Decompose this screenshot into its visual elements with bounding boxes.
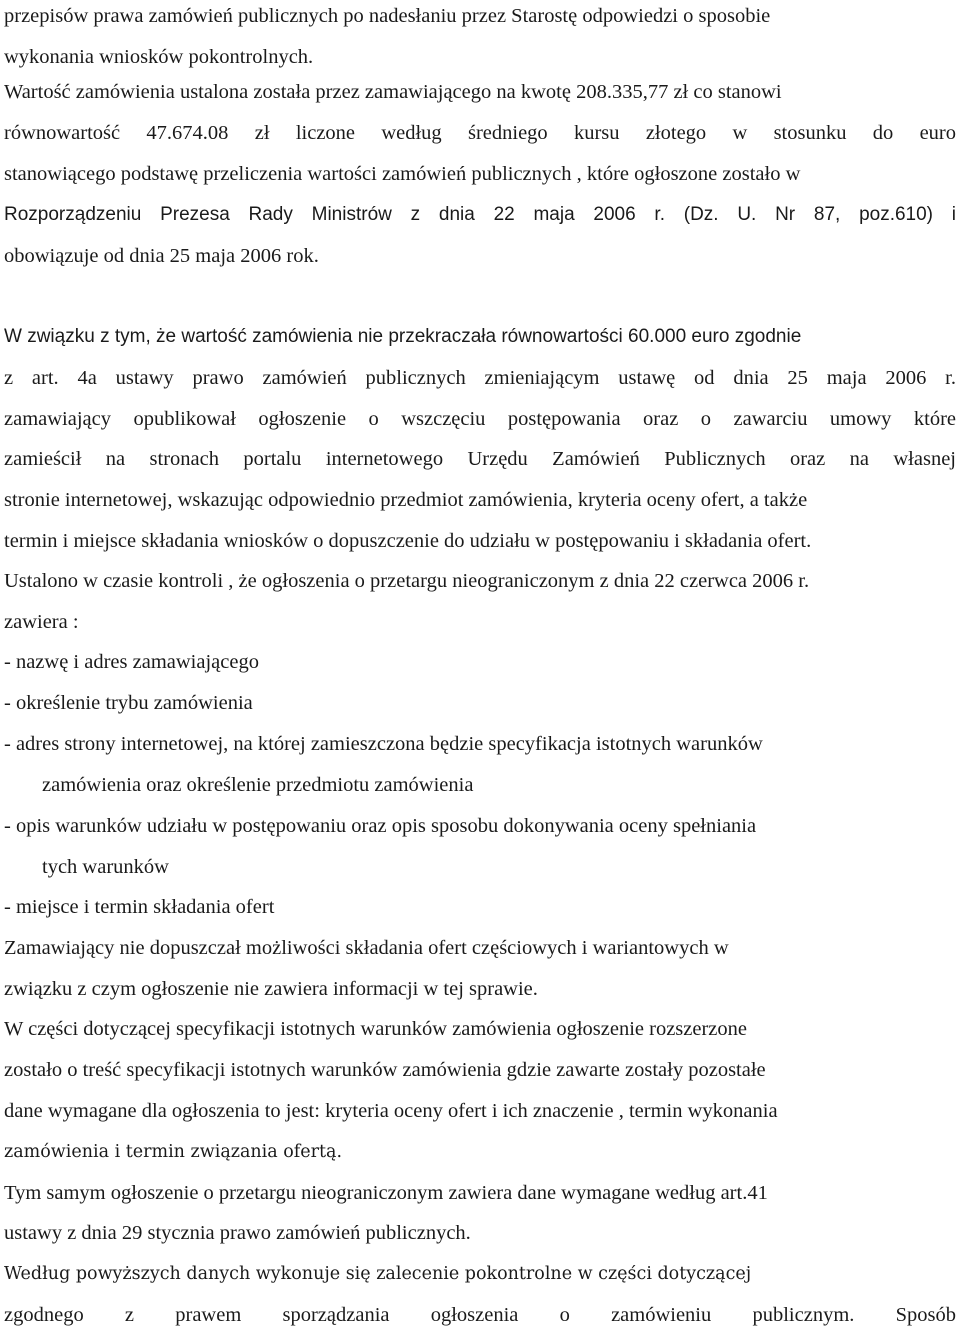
text-line: W związku z tym, że wartość zamówienia nie przekraczała równowartości 60.000 euro zgodnie <box>4 326 802 347</box>
text-line: termin i miejsce składania wniosków o dopuszczenie do udziału w postępowaniu i składania ofert. <box>4 530 812 552</box>
text-line: stronie internetowej, wskazując odpowiednio przedmiot zamówienia, kryteria oceny ofert, a także <box>4 489 808 511</box>
text-line: wykonania wniosków pokontrolnych. <box>4 46 314 68</box>
text-line: obowiązuje od dnia 25 maja 2006 rok. <box>4 245 319 267</box>
list-item: - określenie trybu zamówienia <box>4 692 253 714</box>
text-line: Rozporządzeniu Prezesa Rady Ministrów z dnia 22 maja 2006 r. (Dz. U. Nr 87, poz.610) i <box>4 204 956 225</box>
text-line: związku z czym ogłoszenie nie zawiera informacji w tej sprawie. <box>4 978 538 1000</box>
text-line: dane wymagane dla ogłoszenia to jest: kryteria oceny ofert i ich znaczenie , termin wykonania <box>4 1100 778 1122</box>
list-item: - adres strony internetowej, na której zamieszczona będzie specyfikacja istotnych warunków <box>4 733 763 755</box>
list-item: - miejsce i termin składania ofert <box>4 896 275 918</box>
text-line: Wartość zamówienia ustalona została przez zamawiającego na kwotę 208.335,77 zł co stanowi <box>4 81 782 103</box>
text-line: Według powyższych danych wykonuje się zalecenie pokontrolne w części dotyczącej <box>4 1264 752 1284</box>
text-line: ustawy z dnia 29 stycznia prawo zamówień publicznych. <box>4 1222 471 1244</box>
list-item: - nazwę i adres zamawiającego <box>4 651 259 673</box>
list-item-continuation: zamówienia oraz określenie przedmiotu zamówienia <box>42 774 474 796</box>
text-line: z art. 4a ustawy prawo zamówień publicznych zmieniającym ustawę od dnia 25 maja 2006 r. <box>4 367 956 389</box>
list-item: - opis warunków udziału w postępowaniu oraz opis sposobu dokonywania oceny spełniania <box>4 815 757 837</box>
text-line: Zamawiający nie dopuszczał możliwości składania ofert częściowych i wariantowych w <box>4 937 729 959</box>
text-line: zamieścił na stronach portalu internetowego Urzędu Zamówień Publicznych oraz na własnej <box>4 448 956 470</box>
text-line: zamawiający opublikował ogłoszenie o wszczęciu postępowania oraz o zawarciu umowy które <box>4 408 956 430</box>
text-line: zawiera : <box>4 611 79 633</box>
text-line: zgodnego z prawem sporządzania ogłoszenia o zamówieniu publicznym. Sposób <box>4 1304 956 1326</box>
text-line: zostało o treść specyfikacji istotnych warunków zamówienia gdzie zawarte zostały pozostałe <box>4 1059 766 1081</box>
text-line: równowartość 47.674.08 zł liczone według średniego kursu złotego w stosunku do euro <box>4 122 956 144</box>
text-line: stanowiącego podstawę przeliczenia wartości zamówień publicznych , które ogłoszone zostało w <box>4 163 801 185</box>
list-item-continuation: tych warunków <box>42 856 169 878</box>
text-line: W części dotyczącej specyfikacji istotnych warunków zamówienia ogłoszenie rozszerzone <box>4 1018 747 1040</box>
text-line: Ustalono w czasie kontroli , że ogłoszenia o przetargu nieograniczonym z dnia 22 czerwca 2006 r. <box>4 570 810 592</box>
text-line: przepisów prawa zamówień publicznych po nadesłaniu przez Starostę odpowiedzi o sposobie <box>4 5 771 27</box>
text-line: zamówienia i termin związania ofertą. <box>4 1142 343 1162</box>
text-line: Tym samym ogłoszenie o przetargu nieograniczonym zawiera dane wymagane według art.41 <box>4 1182 768 1204</box>
